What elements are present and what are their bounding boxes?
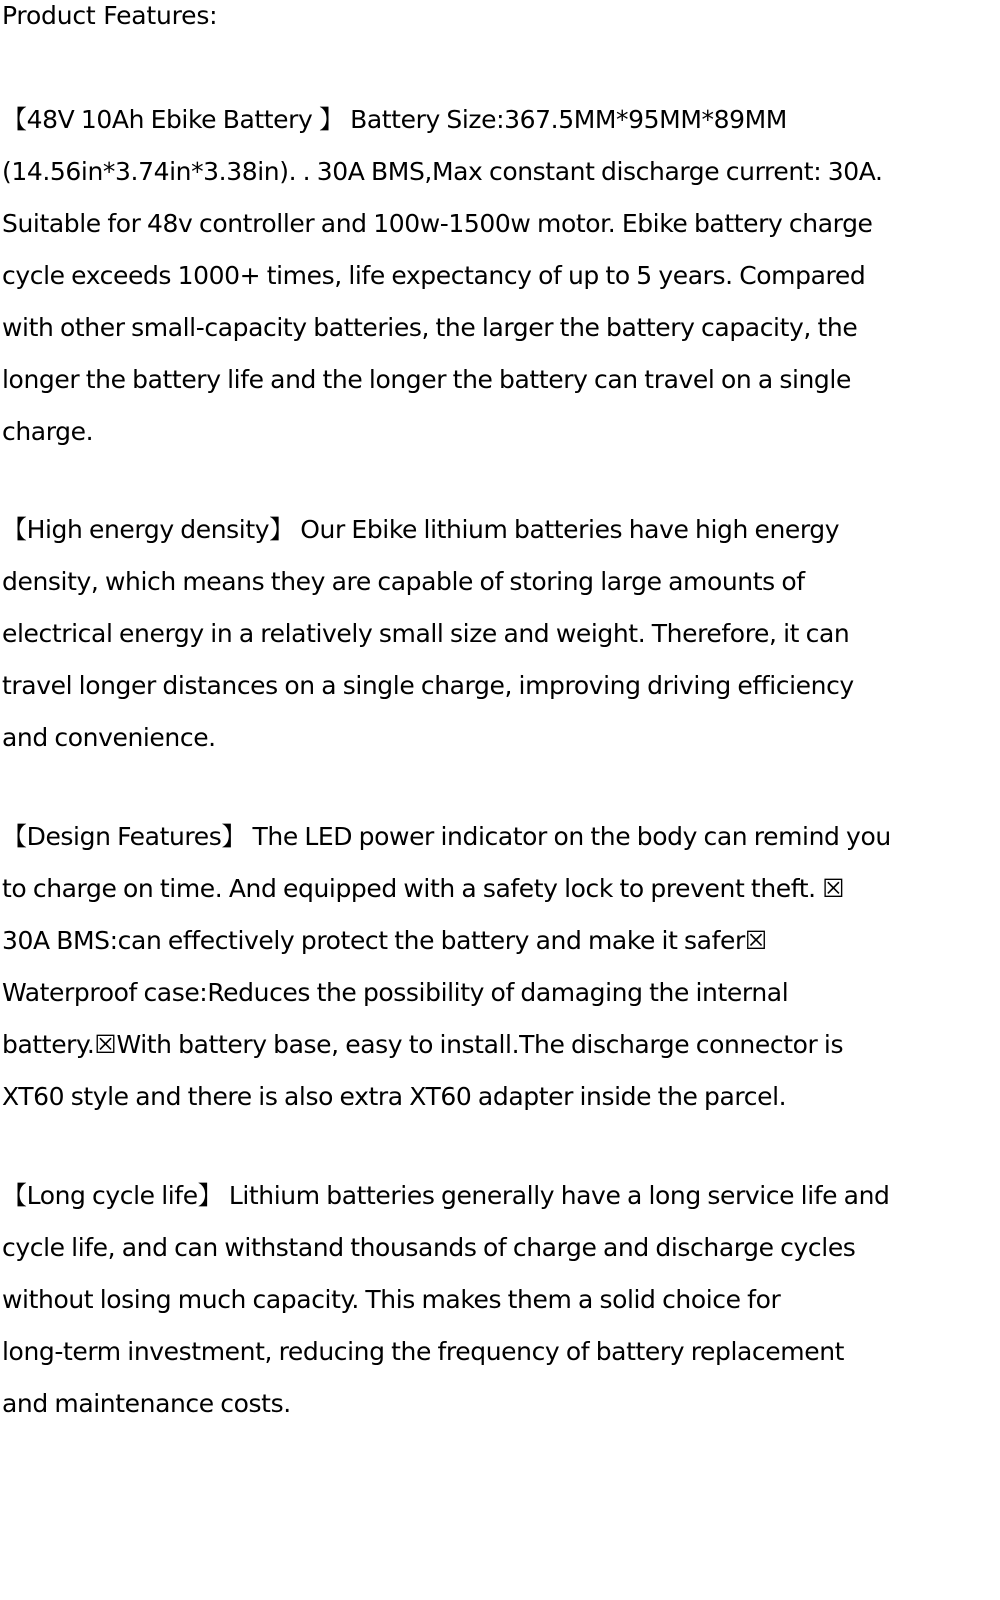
feature-paragraph-battery-specs	[2, 94, 982, 458]
paragraph-line: XT60 style and there is also extra XT60 adapter inside the parcel.	[2, 1082, 787, 1111]
paragraph-line: longer the battery life and the longer the battery can travel on a single	[2, 365, 851, 394]
paragraph-line: without losing much capacity. This makes them a solid choice for	[2, 1285, 781, 1314]
paragraph-line: 【Design Features】 The LED power indicator on the body can remind you	[2, 822, 891, 851]
paragraph-line: cycle life, and can withstand thousands of charge and discharge cycles	[2, 1233, 856, 1262]
feature-paragraph-cycle-life	[2, 1170, 982, 1430]
paragraph-line: electrical energy in a relatively small size and weight. Therefore, it can	[2, 619, 850, 648]
paragraph-line: 30A BMS:can effectively protect the battery and make it safer☒	[2, 926, 767, 955]
paragraph-line: density, which means they are capable of storing large amounts of	[2, 567, 805, 596]
paragraph-line: charge.	[2, 417, 94, 446]
paragraph-line: travel longer distances on a single charge, improving driving efficiency	[2, 671, 854, 700]
paragraph-line: 【48V 10Ah Ebike Battery 】 Battery Size:367.5MM*95MM*89MM	[2, 105, 787, 134]
paragraph-line: Suitable for 48v controller and 100w-1500w motor. Ebike battery charge	[2, 209, 873, 238]
page-title: Product Features:	[2, 1, 218, 30]
paragraph-line: and maintenance costs.	[2, 1389, 291, 1418]
paragraph-line: (14.56in*3.74in*3.38in). . 30A BMS,Max constant discharge current: 30A.	[2, 157, 883, 186]
feature-paragraph-energy-density	[2, 504, 982, 764]
paragraph-line: to charge on time. And equipped with a safety lock to prevent theft. ☒	[2, 874, 845, 903]
paragraph-line: Waterproof case:Reduces the possibility of damaging the internal	[2, 978, 789, 1007]
paragraph-line: and convenience.	[2, 723, 216, 752]
paragraph-line: 【High energy density】 Our Ebike lithium batteries have high energy	[2, 515, 840, 544]
paragraph-line: with other small-capacity batteries, the larger the battery capacity, the	[2, 313, 858, 342]
paragraph-line: 【Long cycle life】 Lithium batteries generally have a long service life and	[2, 1181, 890, 1210]
paragraph-line: long-term investment, reducing the frequency of battery replacement	[2, 1337, 845, 1366]
paragraph-line: battery.☒With battery base, easy to install.The discharge connector is	[2, 1030, 844, 1059]
feature-paragraph-design	[2, 811, 992, 1123]
paragraph-line: cycle exceeds 1000+ times, life expectancy of up to 5 years. Compared	[2, 261, 866, 290]
